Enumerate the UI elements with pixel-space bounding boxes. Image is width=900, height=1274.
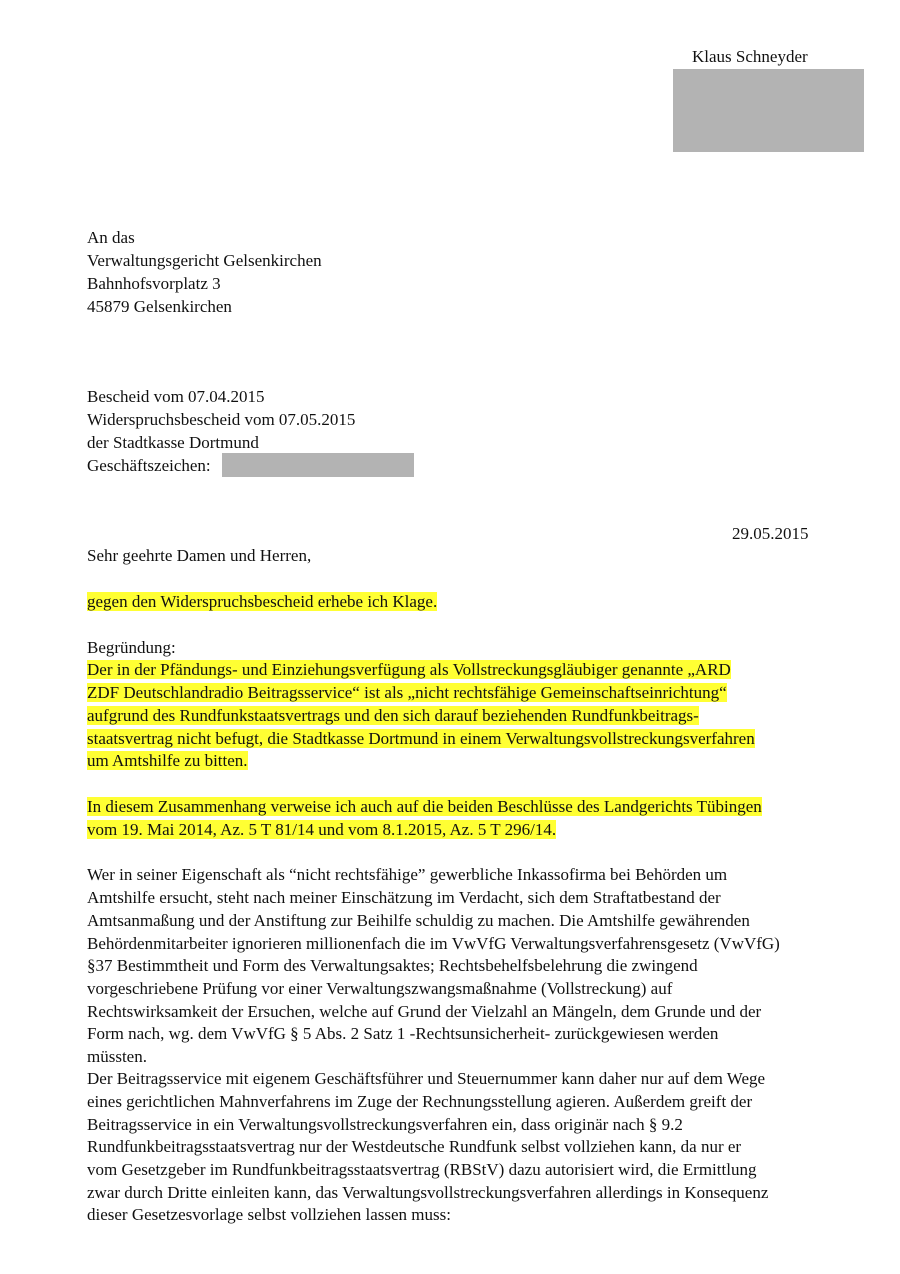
recipient-line: Verwaltungsgericht Gelsenkirchen <box>87 251 322 270</box>
file-number-label: Geschäftszeichen: <box>87 456 211 475</box>
body-line: eines gerichtlichen Mahnverfahrens im Zuge der Rechnungsstellung agieren. Außerdem greift der <box>87 1092 753 1111</box>
letter-date: 29.05.2015 <box>732 524 809 543</box>
body-line: müssten. <box>87 1047 147 1066</box>
body-line: dieser Gesetzesvorlage selbst vollziehen lassen muss: <box>87 1205 451 1224</box>
reason-line: ZDF Deutschlandradio Beitragsservice“ ist als „nicht rechtsfähige Gemeinschaftseinrichtung“ <box>87 683 727 702</box>
recipient-line: 45879 Gelsenkirchen <box>87 297 232 316</box>
body-line: vom Gesetzgeber im Rundfunkbeitragsstaatsvertrag (RBStV) dazu autorisiert wird, die Ermittlung <box>87 1160 757 1179</box>
body-line: Wer in seiner Eigenschaft als “nicht rechtsfähige” gewerbliche Inkassofirma bei Behörden um <box>87 865 728 884</box>
body-line: Beitragsservice in ein Verwaltungsvollstreckungsverfahren ein, dass originär nach § 9.2 <box>87 1115 683 1134</box>
reason-line: um Amtshilfe zu bitten. <box>87 751 248 770</box>
reason-heading: Begründung: <box>87 638 176 657</box>
body-line: vorgeschriebene Prüfung vor einer Verwaltungszwangsmaßnahme (Vollstreckung) auf <box>87 979 673 998</box>
body-line: Form nach, wg. dem VwVfG § 5 Abs. 2 Satz 1 -Rechtsunsicherheit- zurückgewiesen werden <box>87 1024 719 1043</box>
recipient-line: An das <box>87 228 135 247</box>
reference-line: der Stadtkasse Dortmund <box>87 433 259 452</box>
salutation: Sehr geehrte Damen und Herren, <box>87 546 312 565</box>
claim-statement: gegen den Widerspruchsbescheid erhebe ich Klage. <box>87 592 438 611</box>
body-line: Rundfunkbeitragsstaatsvertrag nur der Westdeutsche Rundfunk selbst vollziehen kann, da nur er <box>87 1137 742 1156</box>
body-line: Der Beitragsservice mit eigenem Geschäftsführer und Steuernummer kann daher nur auf dem Wege <box>87 1069 766 1088</box>
body-line: Behördenmitarbeiter ignorieren millionenfach die im VwVfG Verwaltungsverfahrensgesetz (VwVfG) <box>87 934 780 953</box>
sender-name: Klaus Schneyder <box>692 47 808 66</box>
reason-line: Der in der Pfändungs- und Einziehungsverfügung als Vollstreckungsgläubiger genannte „ARD <box>87 660 731 679</box>
body-line: Rechtswirksamkeit der Ersuchen, welche auf Grund der Vielzahl an Mängeln, dem Grunde und der <box>87 1002 762 1021</box>
reference-line: Bescheid vom 07.04.2015 <box>87 387 265 406</box>
recipient-line: Bahnhofsvorplatz 3 <box>87 274 221 293</box>
body-line: Amtshilfe ersucht, steht nach meiner Einschätzung im Verdacht, sich dem Straftatbestand der <box>87 888 721 907</box>
court-reference-line: vom 19. Mai 2014, Az. 5 T 81/14 und vom 8.1.2015, Az. 5 T 296/14. <box>87 820 557 839</box>
court-reference-line: In diesem Zusammenhang verweise ich auch auf die beiden Beschlüsse des Landgerichts Tübingen <box>87 797 762 816</box>
redacted-file-number <box>222 453 414 477</box>
reason-line: staatsvertrag nicht befugt, die Stadtkasse Dortmund in einem Verwaltungsvollstreckungsverfahren <box>87 729 755 748</box>
body-line: §37 Bestimmtheit und Form des Verwaltungsaktes; Rechtsbehelfsbelehrung die zwingend <box>87 956 698 975</box>
reason-line: aufgrund des Rundfunkstaatsvertrags und den sich darauf beziehenden Rundfunkbeitrags- <box>87 706 699 725</box>
body-line: zwar durch Dritte einleiten kann, das Verwaltungsvollstreckungsverfahren allerdings in Konsequenz <box>87 1183 769 1202</box>
body-line: Amtsanmaßung und der Anstiftung zur Beihilfe schuldig zu machen. Die Amtshilfe gewährenden <box>87 911 750 930</box>
reference-line: Widerspruchsbescheid vom 07.05.2015 <box>87 410 356 429</box>
redacted-address-block <box>673 69 864 152</box>
